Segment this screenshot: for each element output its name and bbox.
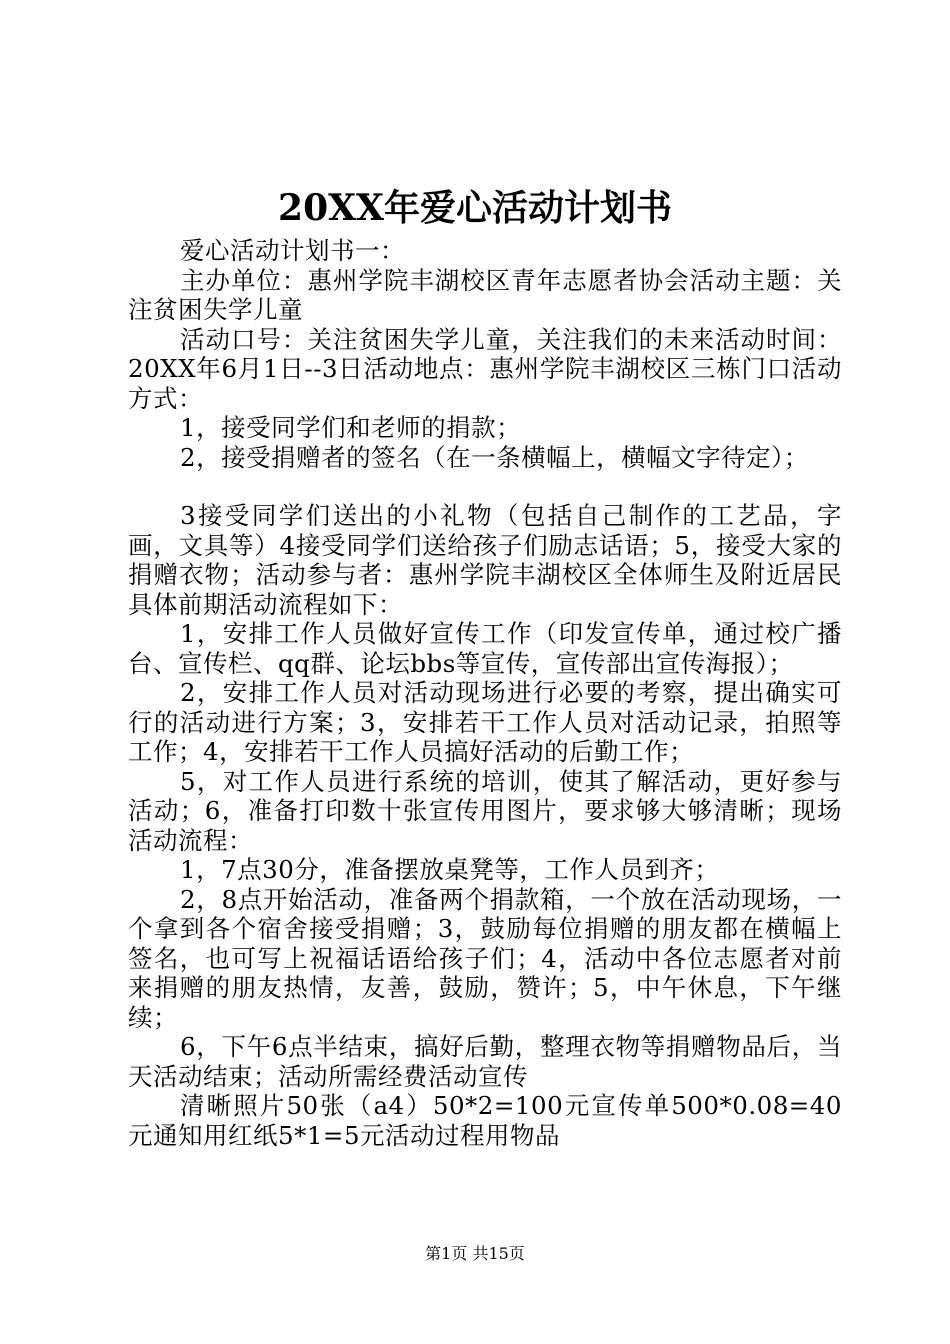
paragraph: 活动口号：关注贫困失学儿童，关注我们的未来活动时间：20XX年6月1日--3日活动地点：惠州学院丰湖校区三栋门口活动方式： (128, 324, 842, 413)
page-number-footer: 第1页 共15页 (425, 1244, 525, 1263)
paragraph: 2，安排工作人员对活动现场进行必要的考察，提出确实可行的活动进行方案；3，安排若干工作人员对活动记录，拍照等工作；4，安排若干工作人员搞好活动的后勤工作； (128, 678, 842, 766)
paragraph: 爱心活动计划书一： (180, 236, 405, 265)
paragraph: 1，7点30分，准备摆放桌凳等，工作人员到齐； (180, 855, 720, 884)
paragraph: 清晰照片50张（a4）50*2=100元宣传单500*0.08=40元通知用红纸5*1=5元活动过程用物品 (128, 1091, 842, 1150)
document-body (128, 236, 842, 1150)
paragraph: 5，对工作人员进行系统的培训，使其了解活动，更好参与活动；6，准备打印数十张宣传用图片，要求够大够清晰；现场活动流程： (128, 766, 842, 855)
paragraph: 1，接受同学们和老师的捐款； (180, 413, 522, 442)
paragraph: 主办单位：惠州学院丰湖校区青年志愿者协会活动主题：关注贫困失学儿童 (128, 265, 842, 324)
document-title: 20XX年爱心活动计划书 (278, 187, 672, 229)
paragraph: 6，下午6点半结束，搞好后勤，整理衣物等捐赠物品后，当天活动结束；活动所需经费活动宣传 (128, 1032, 842, 1091)
paragraph: 3接受同学们送出的小礼物（包括自己制作的工艺品，字画，文具等）4接受同学们送给孩子们励志话语；5，接受大家的捐赠衣物；活动参与者：惠州学院丰湖校区全体师生及附近居民具体前期活动流程如下： (128, 501, 842, 619)
paragraph: 2，8点开始活动，准备两个捐款箱，一个放在活动现场，一个拿到各个宿舍接受捐赠；3，鼓励每位捐赠的朋友都在横幅上签名，也可写上祝福话语给孩子们；4，活动中各位志愿者对前来捐赠的朋友热情，友善，鼓励，赞许；5，中午休息，下午继续； (128, 884, 842, 1032)
paragraph: 1，安排工作人员做好宣传工作（印发宣传单，通过校广播台、宣传栏、qq群、论坛bbs等宣传，宣传部出宣传海报）； (128, 619, 842, 678)
paragraph: 2，接受捐赠者的签名（在一条横幅上，横幅文字待定）； (180, 442, 809, 472)
